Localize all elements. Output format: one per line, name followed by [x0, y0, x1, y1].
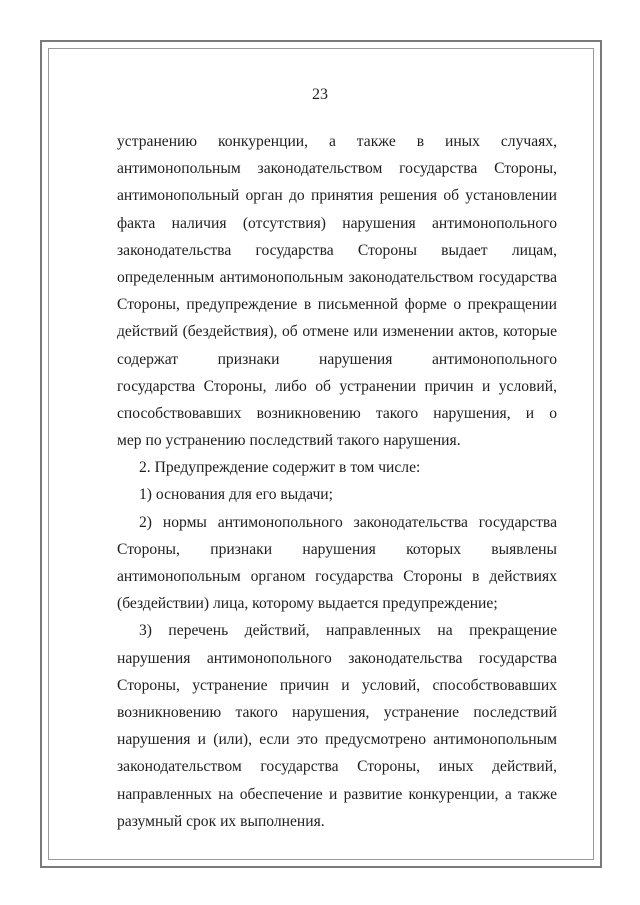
text-line: (бездействии) лица, которому выдается предупреждение;: [117, 595, 498, 613]
text-line: действий (бездействия), об отмене или изменении актов, которые: [117, 323, 557, 341]
page-number: 23: [312, 86, 328, 103]
text-line: мер по устранению последствий такого нарушения.: [117, 432, 461, 450]
text-line: 2) нормы антимонопольного законодательства государства: [139, 513, 557, 531]
text-line: государства Стороны, либо об устранении причин и условий,: [117, 377, 557, 395]
text-line: содержат признаки нарушения антимонопольного: [117, 350, 557, 368]
text-line: устранению конкуренции, а также в иных случаях,: [117, 133, 557, 150]
text-line: 3) перечень действий, направленных на прекращение: [139, 622, 557, 640]
text-line: разумный срок их выполнения.: [117, 812, 325, 830]
text-line: антимонопольным органом государства Стороны в действиях: [117, 568, 557, 585]
text-line: Стороны, предупреждение в письменной форме о прекращении: [117, 296, 557, 314]
text-line: способствовавших возникновению такого нарушения, и о: [117, 404, 557, 422]
text-line: законодательства государства Стороны выдает лицам,: [117, 241, 557, 259]
text-line: определенным антимонопольным законодательством государства: [117, 268, 557, 286]
text-line: законодательством государства Стороны, иных действий,: [117, 758, 557, 776]
text-line: факта наличия (отсутствия) нарушения антимонопольного: [117, 214, 557, 232]
text-line: направленных на обеспечение и развитие конкуренции, а также: [117, 785, 557, 803]
text-line: 2. Предупреждение содержит в том числе:: [139, 459, 421, 477]
text-line: Стороны, устранение причин и условий, способствовавших: [117, 676, 557, 694]
text-line: нарушения и (или), если это предусмотрено антимонопольным: [117, 731, 557, 749]
text-line: Стороны, признаки нарушения которых выявлены: [117, 540, 557, 558]
text-line: антимонопольным законодательством государства Стороны,: [117, 160, 557, 178]
body-text: [117, 128, 557, 835]
text-line: 1) основания для его выдачи;: [139, 486, 333, 504]
text-line: нарушения антимонопольного законодательства государства: [117, 649, 557, 667]
text-line: возникновению такого нарушения, устранение последствий: [117, 703, 557, 721]
text-line: антимонопольный орган до принятия решения об установлении: [117, 187, 557, 205]
